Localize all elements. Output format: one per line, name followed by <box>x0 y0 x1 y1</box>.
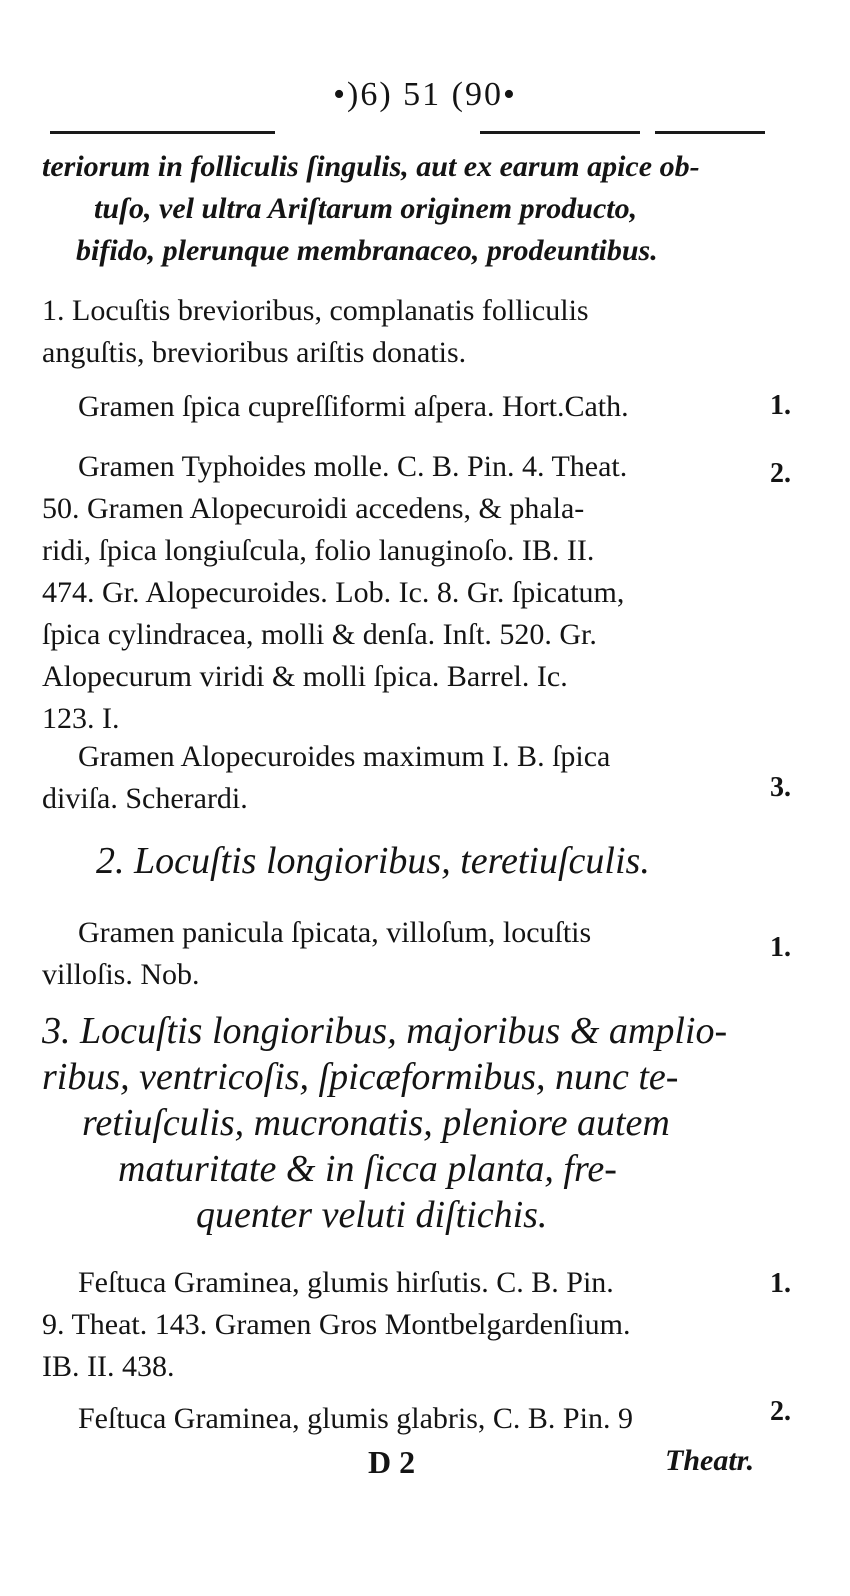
text-line: Feſtuca Graminea, glumis hirſutis. C. B. Pin. <box>78 1266 614 1299</box>
header-rule <box>655 131 765 134</box>
entry-number: 3. <box>770 772 791 803</box>
entry-number: 1. <box>770 390 791 421</box>
signature-mark: D 2 <box>368 1444 416 1480</box>
heading-line: ribus, ventricoſis, ſpicæformibus, nunc te- <box>42 1056 679 1098</box>
text-line: Gramen Typhoides molle. C. B. Pin. 4. Theat. <box>78 450 628 483</box>
entry <box>42 1262 772 1388</box>
page-number-line: •)6) 51 (90• <box>333 76 517 113</box>
text-line: tuſo, vel ultra Ariſtarum originem producto, <box>94 192 638 225</box>
text-line: 1. Locuſtis brevioribus, complanatis folliculis <box>42 294 589 327</box>
section-1-heading <box>42 290 772 374</box>
section-3-heading <box>42 1008 772 1238</box>
entry-number: 1. <box>770 932 791 963</box>
text-line: 123. I. <box>42 702 120 735</box>
text-line: 474. Gr. Alopecuroides. Lob. Ic. 8. Gr. ſpicatum, <box>42 576 625 609</box>
text-line: diviſa. Scherardi. <box>42 782 248 815</box>
heading-line: 2. Locuſtis longioribus, teretiuſculis. <box>96 840 650 882</box>
heading-line: 3. Locuſtis longioribus, majoribus & amplio- <box>42 1010 728 1052</box>
text-line: IB. II. 438. <box>42 1350 175 1383</box>
text-line: Alopecurum viridi & molli ſpica. Barrel. Ic. <box>42 660 568 693</box>
text-line: Feſtuca Graminea, glumis glabris, C. B. Pin. 9 <box>78 1402 633 1435</box>
text-line: anguſtis, brevioribus ariſtis donatis. <box>42 336 467 369</box>
text-line: ſpica cylindracea, molli & denſa. Inſt. 520. Gr. <box>42 618 597 651</box>
text-line: bifido, plerunque membranaceo, prodeuntibus. <box>76 234 658 267</box>
text-line: Gramen ſpica cupreſſiformi aſpera. Hort.Cath. <box>78 390 629 423</box>
heading-line: quenter veluti diſtichis. <box>196 1194 548 1236</box>
header-rule <box>480 131 640 134</box>
entry <box>42 1398 772 1440</box>
entry <box>42 386 772 428</box>
entry-number: 1. <box>770 1268 791 1299</box>
header-rule <box>50 131 275 134</box>
entry-number: 2. <box>770 458 791 489</box>
text-line: villoſis. Nob. <box>42 958 200 991</box>
text-line: teriorum in folliculis ſingulis, aut ex earum apice ob- <box>42 150 700 183</box>
heading-line: retiuſculis, mucronatis, pleniore autem <box>82 1102 670 1144</box>
text-line: ridi, ſpica longiuſcula, folio lanuginoſo. IB. II. <box>42 534 595 567</box>
text-line: 9. Theat. 143. Gramen Gros Montbelgardenſium. <box>42 1308 631 1341</box>
heading-line: maturitate & in ſicca planta, fre- <box>118 1148 617 1190</box>
entry-number: 2. <box>770 1396 791 1427</box>
entry <box>42 912 772 996</box>
text-line: Gramen Alopecuroides maximum I. B. ſpica <box>78 740 611 773</box>
text-line: 50. Gramen Alopecuroidi accedens, & phala- <box>42 492 585 525</box>
text-line: Gramen panicula ſpicata, villoſum, locuſtis <box>78 916 592 949</box>
catchword: Theatr. <box>665 1444 755 1477</box>
intro-paragraph <box>42 146 772 272</box>
page-header <box>0 76 850 114</box>
entry <box>42 446 772 740</box>
section-2-heading <box>42 838 772 884</box>
entry <box>42 736 772 820</box>
